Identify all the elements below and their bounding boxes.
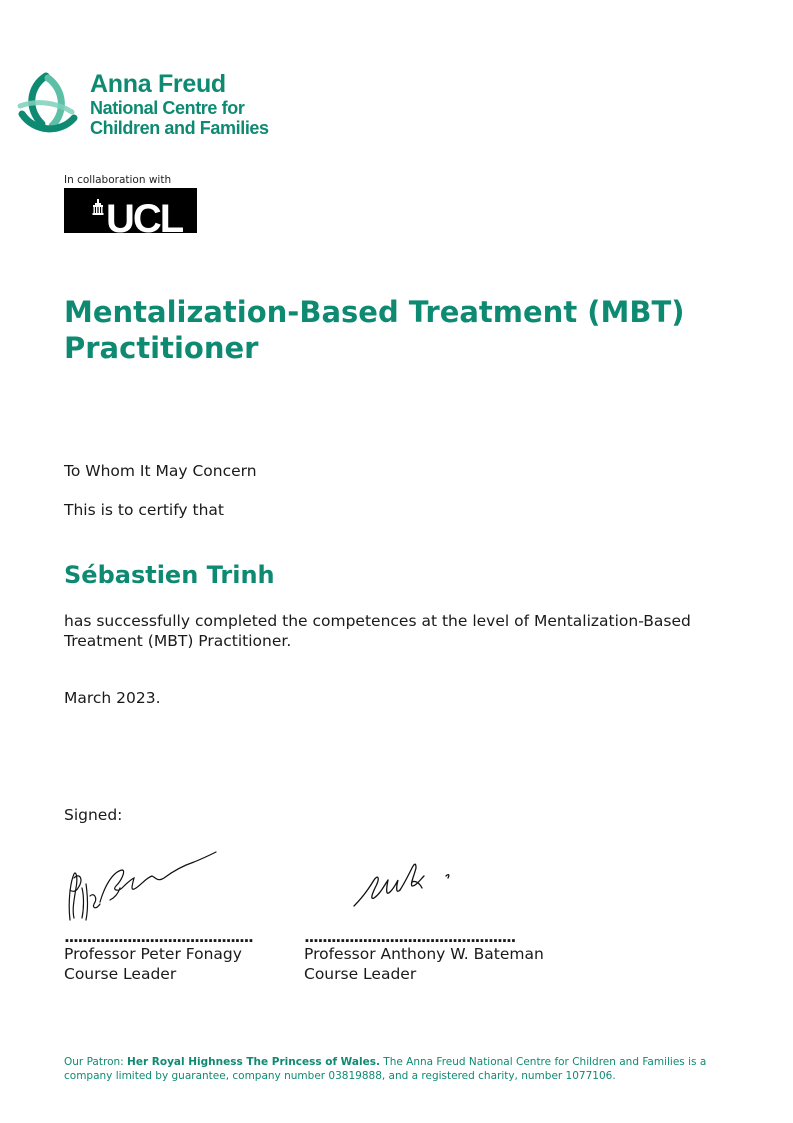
title-line-1: Mentalization-Based Treatment (MBT)	[64, 295, 685, 329]
ucl-logo	[64, 188, 197, 233]
statement-line-2: Treatment (MBT) Practitioner.	[64, 632, 292, 650]
signature-bateman	[350, 856, 460, 916]
footer-line-1	[64, 1055, 744, 1069]
signatory-name: Professor Peter Fonagy	[64, 945, 242, 963]
patron-name: Her Royal Highness The Princess of Wales.	[127, 1056, 380, 1068]
signatory-fonagy	[64, 930, 304, 984]
signatory-role: Course Leader	[304, 965, 417, 983]
certificate-title	[64, 294, 764, 366]
anna-freud-logo-text	[90, 72, 269, 137]
footer-line-1-rest: The Anna Freud National Centre for Children and Families is a	[379, 1056, 707, 1068]
signature-line: ..........................................	[64, 930, 253, 944]
footer-legal-notice	[64, 1055, 744, 1083]
salutation: To Whom It May Concern	[64, 462, 257, 480]
certify-text: This is to certify that	[64, 501, 224, 519]
statement-line-1: has successfully completed the competences at the level of Mentalization-Based	[64, 612, 691, 630]
footer-line-2: company limited by guarantee, company number 03819888, and a registered charity, number 1077106.	[64, 1070, 616, 1082]
anna-freud-logo-icon	[16, 72, 78, 138]
patron-label: Our Patron:	[64, 1056, 128, 1068]
signature-fonagy	[64, 848, 224, 928]
svg-text:UCL: UCL	[106, 197, 183, 233]
collaboration-label: In collaboration with	[64, 174, 172, 186]
title-line-2: Practitioner	[64, 331, 259, 365]
recipient-name: Sébastien Trinh	[64, 561, 275, 589]
completion-statement	[64, 611, 744, 651]
signatory-role: Course Leader	[64, 965, 177, 983]
logo-line-2: National Centre for	[90, 98, 245, 118]
issue-date: March 2023.	[64, 689, 161, 707]
logo-line-3: Children and Families	[90, 118, 269, 138]
signature-line: ...............................................	[304, 930, 515, 944]
signatory-name: Professor Anthony W. Bateman	[304, 945, 544, 963]
signed-label: Signed:	[64, 806, 123, 824]
signatory-bateman	[304, 930, 564, 984]
logo-line-1: Anna Freud	[90, 70, 226, 98]
